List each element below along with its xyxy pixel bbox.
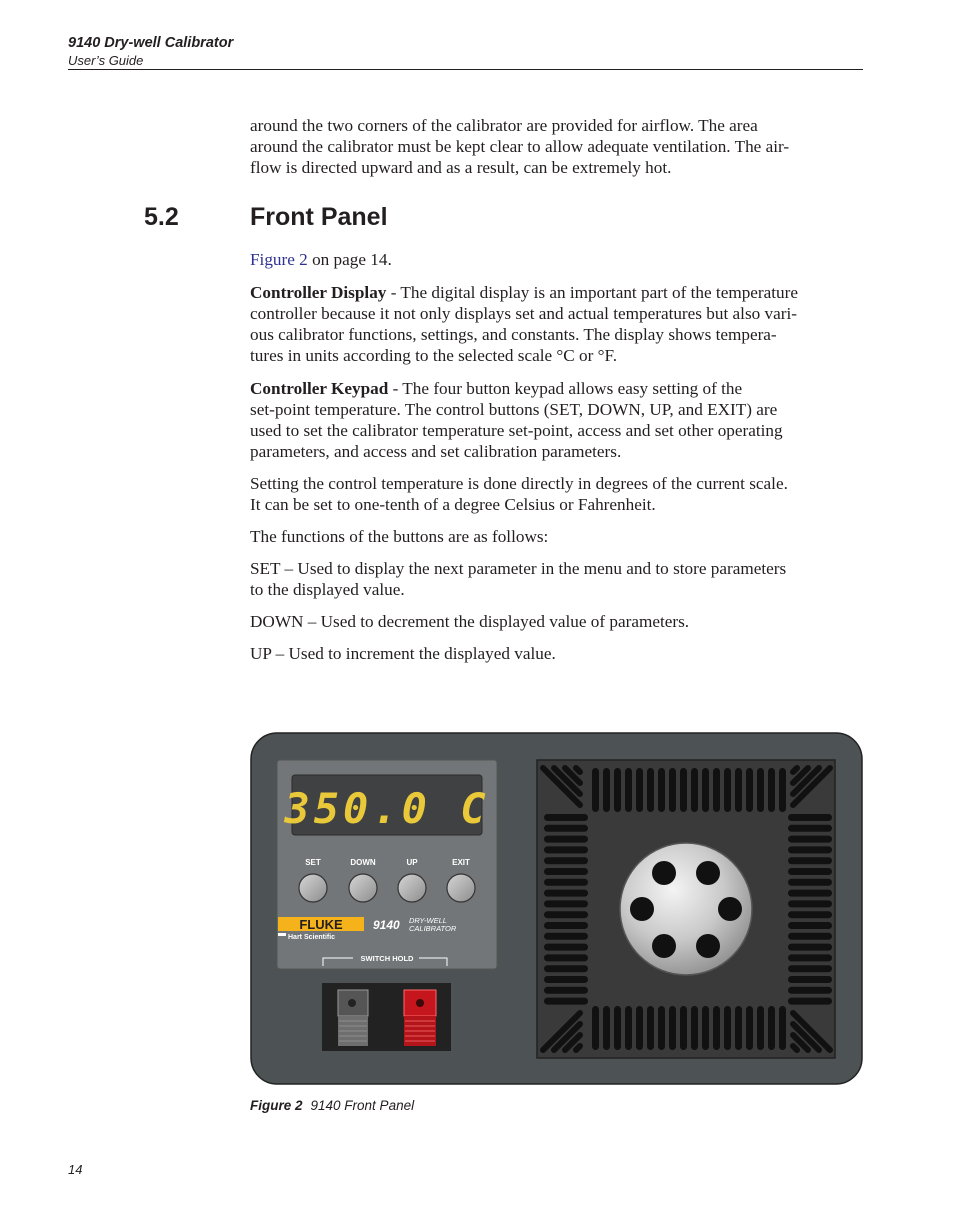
vent-slot xyxy=(658,768,665,812)
text-line: around the calibrator must be kept clear to allow adequate ventilation. The air- xyxy=(250,137,790,156)
figure-ref-rest: on page 14. xyxy=(307,250,392,269)
vent-slot xyxy=(788,836,832,843)
vent-slot xyxy=(603,1006,610,1050)
vent-slot xyxy=(647,1006,654,1050)
vent-slot xyxy=(625,1006,632,1050)
well-hole xyxy=(652,861,676,885)
vent-slot xyxy=(544,900,588,907)
vent-slot xyxy=(669,1006,676,1050)
vent-slot xyxy=(544,933,588,940)
button-label-up: UP xyxy=(406,858,418,867)
front-panel-illustration xyxy=(250,732,863,1085)
intro-paragraph xyxy=(250,115,866,178)
vent-slot xyxy=(788,933,832,940)
text-line: Setting the control temperature is done directly in degrees of the current scale. xyxy=(250,474,788,493)
vent-slot xyxy=(788,944,832,951)
vent-slot xyxy=(647,768,654,812)
well-hole xyxy=(696,861,720,885)
figure-caption xyxy=(250,1098,414,1113)
vent-slot xyxy=(788,922,832,929)
vent-slot xyxy=(779,768,786,812)
vent-slot xyxy=(544,825,588,832)
vent-slot xyxy=(544,879,588,886)
model-number: 9140 xyxy=(373,918,400,932)
switch-left-indicator xyxy=(348,999,356,1007)
down-item: DOWN – Used to decrement the displayed value of parameters. xyxy=(250,612,690,631)
vent-slot xyxy=(544,890,588,897)
vent-slot xyxy=(713,1006,720,1050)
vent-slot xyxy=(788,911,832,918)
vent-slot xyxy=(544,998,588,1005)
vent-slot xyxy=(768,1006,775,1050)
vent-slot xyxy=(544,846,588,853)
vent-slot xyxy=(788,987,832,994)
brand-subtitle: Hart Scientific xyxy=(288,934,336,941)
vent-slot xyxy=(544,814,588,821)
vent-slot xyxy=(788,965,832,972)
vent-slot xyxy=(544,944,588,951)
vent-slot xyxy=(636,1006,643,1050)
controller-display-paragraph xyxy=(250,282,866,366)
section-number: 5.2 xyxy=(144,203,179,231)
vent-slot xyxy=(788,879,832,886)
model-desc-2: CALIBRATOR xyxy=(409,924,457,933)
text-line: - The digital display is an important part of the temperature xyxy=(386,283,798,302)
vent-slot xyxy=(724,1006,731,1050)
text-line: used to set the calibrator temperature set-point, access and set other operating xyxy=(250,421,783,440)
vent-slot xyxy=(680,1006,687,1050)
vent-slot xyxy=(669,768,676,812)
vent-slot xyxy=(788,868,832,875)
vent-slot xyxy=(793,1046,797,1050)
controller-keypad-paragraph xyxy=(250,378,866,462)
well-hole xyxy=(652,934,676,958)
text-line: to the displayed value. xyxy=(250,580,405,599)
caption-text: 9140 Front Panel xyxy=(310,1098,415,1113)
vent-slot xyxy=(788,814,832,821)
vent-slot xyxy=(788,954,832,961)
running-header-subtitle: User’s Guide xyxy=(68,53,144,68)
vent-slot xyxy=(603,768,610,812)
vent-slot xyxy=(746,1006,753,1050)
vent-slot xyxy=(592,1006,599,1050)
vent-slot xyxy=(788,857,832,864)
functions-intro: The functions of the buttons are as follows: xyxy=(250,527,549,546)
well-hole xyxy=(718,897,742,921)
vent-slot xyxy=(702,1006,709,1050)
up-button[interactable] xyxy=(398,874,426,902)
brand-bar xyxy=(278,933,286,936)
vent-slot xyxy=(544,976,588,983)
header-rule xyxy=(68,69,863,70)
page-number: 14 xyxy=(68,1162,83,1177)
fluke-logo-text: FLUKE xyxy=(299,917,343,932)
text-line: - The four button keypad allows easy setting of the xyxy=(388,379,743,398)
button-label-set: SET xyxy=(305,858,321,867)
vent-slot xyxy=(735,1006,742,1050)
text-line: It can be set to one-tenth of a degree Celsius or Fahrenheit. xyxy=(250,495,656,514)
setting-paragraph xyxy=(250,473,866,515)
text-line: controller because it not only displays set and actual temperatures but also vari- xyxy=(250,304,797,323)
vent-slot xyxy=(576,1046,580,1050)
vent-slot xyxy=(713,768,720,812)
exit-button[interactable] xyxy=(447,874,475,902)
vent-slot xyxy=(757,768,764,812)
figure-reference xyxy=(250,249,866,270)
button-label-down: DOWN xyxy=(350,858,376,867)
vent-slot xyxy=(544,954,588,961)
vent-slot xyxy=(680,768,687,812)
vent-slot xyxy=(544,965,588,972)
vent-slot xyxy=(636,768,643,812)
vent-slot xyxy=(724,768,731,812)
vent-slot xyxy=(768,768,775,812)
vent-slot xyxy=(788,976,832,983)
vent-slot xyxy=(625,768,632,812)
vent-slot xyxy=(735,768,742,812)
switch-hold-label: SWITCH HOLD xyxy=(360,954,414,963)
text-line: tures in units according to the selected scale °C or °F. xyxy=(250,346,618,365)
model-desc-1: DRY-WELL xyxy=(409,916,447,925)
vent-slot xyxy=(544,857,588,864)
vent-slot xyxy=(544,868,588,875)
vent-slot xyxy=(614,768,621,812)
text-line: around the two corners of the calibrator are provided for airflow. The area xyxy=(250,116,758,135)
button-label-exit: EXIT xyxy=(452,858,470,867)
vent-slot xyxy=(788,998,832,1005)
text-line: parameters, and access and set calibration parameters. xyxy=(250,442,622,461)
vent-slot xyxy=(702,768,709,812)
text-line: set-point temperature. The control buttons (SET, DOWN, UP, and EXIT) are xyxy=(250,400,778,419)
vent-slot xyxy=(793,768,797,772)
term-controller-keypad: Controller Keypad xyxy=(250,379,389,398)
running-header-title: 9140 Dry-well Calibrator xyxy=(68,35,234,51)
display-readout: 350.0 C xyxy=(284,784,490,833)
down-button[interactable] xyxy=(349,874,377,902)
text-line: ous calibrator functions, settings, and constants. The display shows tempera- xyxy=(250,325,777,344)
vent-slot xyxy=(614,1006,621,1050)
vent-slot xyxy=(544,987,588,994)
term-controller-display: Controller Display xyxy=(250,283,387,302)
vent-slot xyxy=(658,1006,665,1050)
caption-label: Figure 2 xyxy=(250,1098,303,1113)
section-title: Front Panel xyxy=(250,203,388,231)
vent-slot xyxy=(544,911,588,918)
vent-slot xyxy=(576,768,580,772)
well-hole xyxy=(630,897,654,921)
front-panel-figure xyxy=(250,732,863,1085)
vent-slot xyxy=(544,836,588,843)
set-item xyxy=(250,558,866,600)
figure-link[interactable]: Figure 2 xyxy=(250,250,308,269)
vent-slot xyxy=(592,768,599,812)
vent-slot xyxy=(788,825,832,832)
switch-right-indicator xyxy=(416,999,424,1007)
vent-slot xyxy=(788,846,832,853)
vent-slot xyxy=(544,922,588,929)
text-line: SET – Used to display the next parameter in the menu and to store parameters xyxy=(250,559,787,578)
vent-slot xyxy=(779,1006,786,1050)
vent-slot xyxy=(788,890,832,897)
vent-slot xyxy=(746,768,753,812)
vent-slot xyxy=(788,900,832,907)
well-hole xyxy=(696,934,720,958)
vent-slot xyxy=(757,1006,764,1050)
set-button[interactable] xyxy=(299,874,327,902)
text-line: flow is directed upward and as a result, can be extremely hot. xyxy=(250,158,672,177)
vent-slot xyxy=(691,1006,698,1050)
up-item: UP – Used to increment the displayed value. xyxy=(250,644,556,663)
vent-slot xyxy=(691,768,698,812)
